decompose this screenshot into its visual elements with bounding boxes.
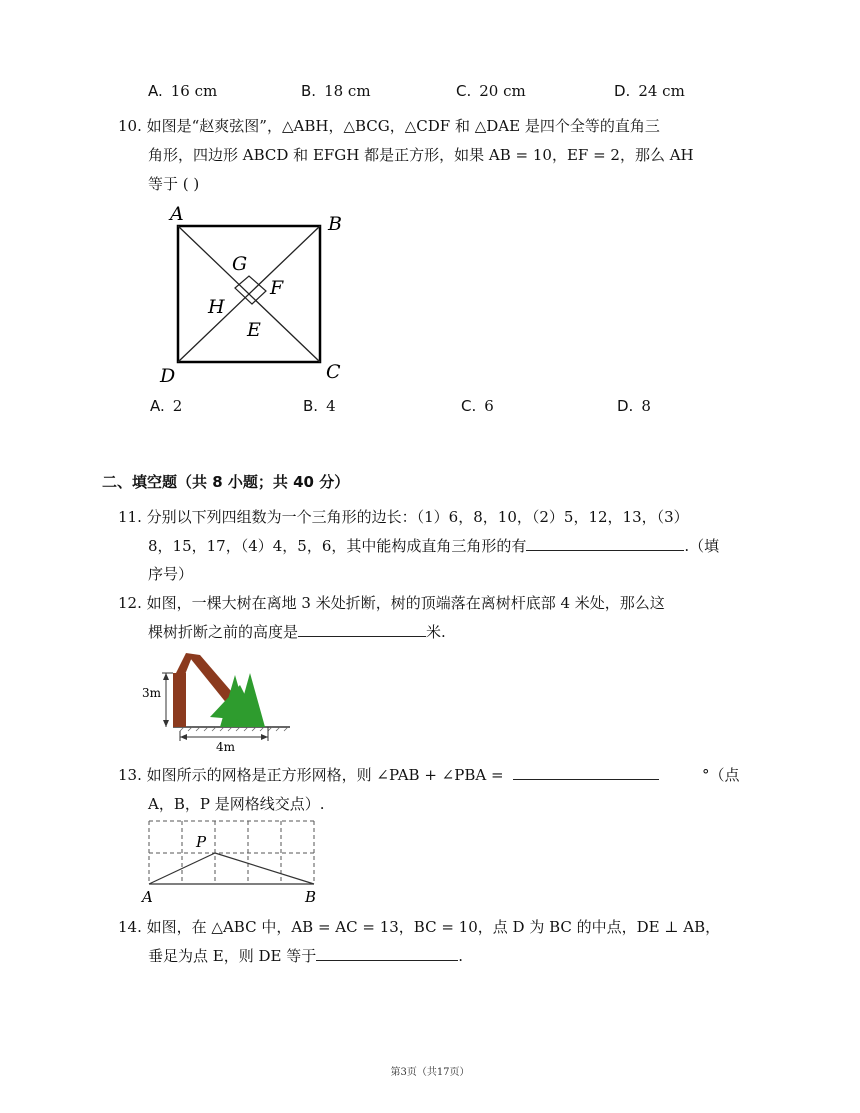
q12-text-line2b: 米. [426,623,446,641]
q9-option-b [301,82,371,100]
q13-answer-blank[interactable] [513,765,659,780]
label-a: A [170,203,184,225]
q9-option-c-text: 20 cm [479,82,526,100]
q14-answer-blank[interactable] [316,946,458,961]
q10-option-d-label: D. [617,397,634,415]
q10-text-line1: 如图是“赵爽弦图”，△ABH，△BCG，△CDF 和 △DAE 是四个全等的直角三 [146,117,660,135]
q11-line2 [148,532,719,560]
q9-option-d [614,82,685,100]
label-e: E [247,319,261,341]
q14-line1 [118,913,720,941]
q12-answer-blank[interactable] [298,622,426,637]
q12-text-line1: 如图，一棵大树在离地 3 米处折断，树的顶端落在离树杆底部 4 米处，那么这 [146,594,665,612]
q9-option-d-label: D. [614,82,631,100]
q13-line1 [118,761,740,789]
q9-option-c-label: C. [456,82,472,100]
q10-text-line3: 等于 ( ) [148,175,200,193]
q14-line2 [148,942,463,970]
section-heading: 二、填空题（共 8 小题；共 40 分） [102,473,350,491]
label-p: P [196,833,207,851]
inner-square [235,276,266,304]
q10-option-b-text: 4 [326,397,336,415]
q11-text-line3: 序号） [148,565,194,583]
q10-option-c-label: C. [461,397,477,415]
q10-number: 10. [118,117,142,135]
page-footer: 第3页（共17页） [390,1067,470,1078]
q9-option-c [456,82,526,100]
q12-broken-tree-figure [140,645,300,755]
q13-text-line2: A，B，P 是网格线交点）. [148,795,325,813]
q11-answer-blank[interactable] [526,536,684,551]
q13-text-line1b: °（点 [701,766,740,784]
q12-line2 [148,618,446,646]
q9-option-a [148,82,217,100]
tree-break-joint [175,653,192,677]
q11-text-line2b: .（填 [684,537,720,555]
label-b: B [305,888,317,906]
q10-option-c [461,397,494,415]
q10-option-a-text: 2 [172,397,183,415]
label-d: D [160,365,176,387]
height-label: 3m [142,686,162,700]
q13-number: 13. [118,766,142,784]
q13-text-line1a: 如图所示的网格是正方形网格，则 ∠PAB + ∠PBA = [146,766,504,784]
q11-text-line1: 分别以下列四组数为一个三角形的边长：（1）6，8，10，（2）5，12，13，（3） [146,508,689,526]
q11-number: 11. [118,508,142,526]
q10-option-c-text: 6 [484,397,494,415]
label-b: B [328,213,342,235]
q14-text-line2b: . [458,947,464,965]
q9-option-b-label: B. [301,82,317,100]
q10-line1 [118,112,660,140]
q9-option-d-text: 24 cm [638,82,685,100]
label-c: C [326,361,341,383]
q10-option-a-label: A. [150,397,165,415]
segment-pb [215,853,314,884]
tree-trunk [173,673,186,727]
q10-option-b [303,397,336,415]
label-h: H [208,296,225,318]
q12-number: 12. [118,594,142,612]
square-grid [149,821,314,884]
q13-grid-figure [138,815,328,907]
q10-zhao-shuang-figure [150,200,360,390]
q12-text-line2a: 棵树折断之前的高度是 [148,623,299,641]
q9-option-a-text: 16 cm [170,82,218,100]
label-f: F [270,277,284,299]
q11-line1 [118,503,689,531]
q9-option-b-text: 18 cm [324,82,371,100]
q10-option-d-text: 8 [641,397,651,415]
q14-number: 14. [118,918,142,936]
q11-text-line2a: 8，15，17，（4）4，5，6，其中能构成直角三角形的有 [148,537,527,555]
q10-option-d [617,397,651,415]
q12-line1 [118,589,665,617]
q10-option-a [150,397,182,415]
q9-option-a-label: A. [148,82,163,100]
q14-text-line2a: 垂足为点 E，则 DE 等于 [148,947,317,965]
q10-text-line2: 角形，四边形 ABCD 和 EFGH 都是正方形，如果 AB = 10，EF = 2，那么 AH [148,146,694,164]
q10-option-b-label: B. [303,397,319,415]
q14-text-line1: 如图，在 △ABC 中，AB = AC = 13，BC = 10，点 D 为 BC 的中点，DE ⊥ AB， [146,918,721,936]
label-a: A [142,888,153,906]
base-label: 4m [216,740,236,754]
label-g: G [232,253,248,275]
